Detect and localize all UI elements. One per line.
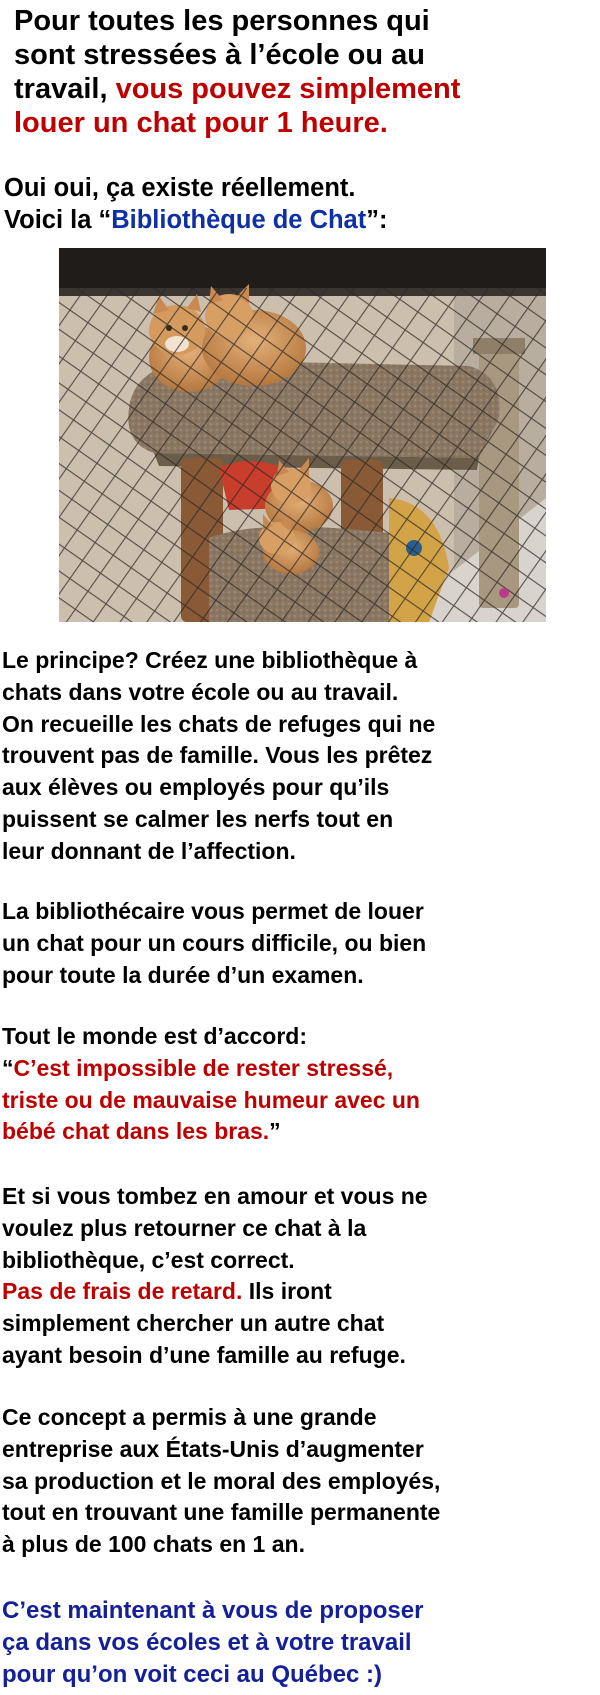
paragraph-principle-text: Le principe? Créez une bibliothèque à chats dans votre école ou au travail. On recueille les chats de refuges qui ne trouvent pas de famille. Vous les prêtez aux élèves ou employés pour qu’ils puissent se calmer les nerfs tout en leur donnant de l’affection.: [2, 647, 436, 864]
agreement-quote: C’est impossible de rester stressé, triste ou de mauvaise humeur avec un bébé chat dans les bras.: [2, 1054, 420, 1145]
intro-highlight: vous pouvez simplement louer un chat pour 1 heure.: [14, 73, 461, 139]
paragraph-results: [2, 1402, 600, 1561]
paragraph-call-to-action: [2, 1595, 600, 1691]
no-late-fees: Pas de frais de retard.: [2, 1278, 243, 1305]
paragraph-adoption: [2, 1181, 600, 1372]
close-quote: ”: [269, 1118, 281, 1145]
kittens-photo: [59, 248, 546, 622]
lead-line-2-prefix: Voici la “: [4, 206, 112, 234]
paragraph-results-text: Ce concept a permis à une grande entreprise aux États-Unis d’augmenter sa production et le moral des employés, tout en trouvant une famille permanente à plus de 100 chats en 1 an.: [2, 1404, 441, 1558]
call-to-action-text: C’est maintenant à vous de proposer ça dans vos écoles et à votre travail pour qu’on voit ceci au Québec :): [2, 1597, 424, 1688]
paragraph-adoption-text: Et si vous tombez en amour et vous ne voulez plus retourner ce chat à la bibliothèque, c’est correct.: [2, 1183, 428, 1273]
lead-line-2-suffix: ”:: [366, 206, 388, 234]
lead-line-1: Oui oui, ça existe réellement.: [4, 174, 356, 202]
paragraph-librarian: [2, 896, 600, 991]
paragraph-librarian-text: La bibliothécaire vous permet de louer un chat pour un cours difficile, ou bien pour toute la durée d’un examen.: [2, 898, 427, 988]
open-quote: “: [2, 1054, 14, 1081]
intro-text: Pour toutes les personnes qui sont stressées à l’école ou au travail,: [14, 5, 430, 105]
paragraph-principle: [2, 645, 600, 868]
paragraph-agreement: [2, 1021, 600, 1148]
lead-text: [4, 172, 600, 236]
intro-heading: [14, 4, 594, 140]
paragraph-adoption-rest: Ils iront simplement chercher un autre chat ayant besoin d’une famille au refuge.: [2, 1278, 406, 1368]
cat-library-name: Bibliothèque de Chat: [111, 206, 367, 234]
paragraph-agreement-intro: Tout le monde est d’accord:: [2, 1023, 307, 1049]
